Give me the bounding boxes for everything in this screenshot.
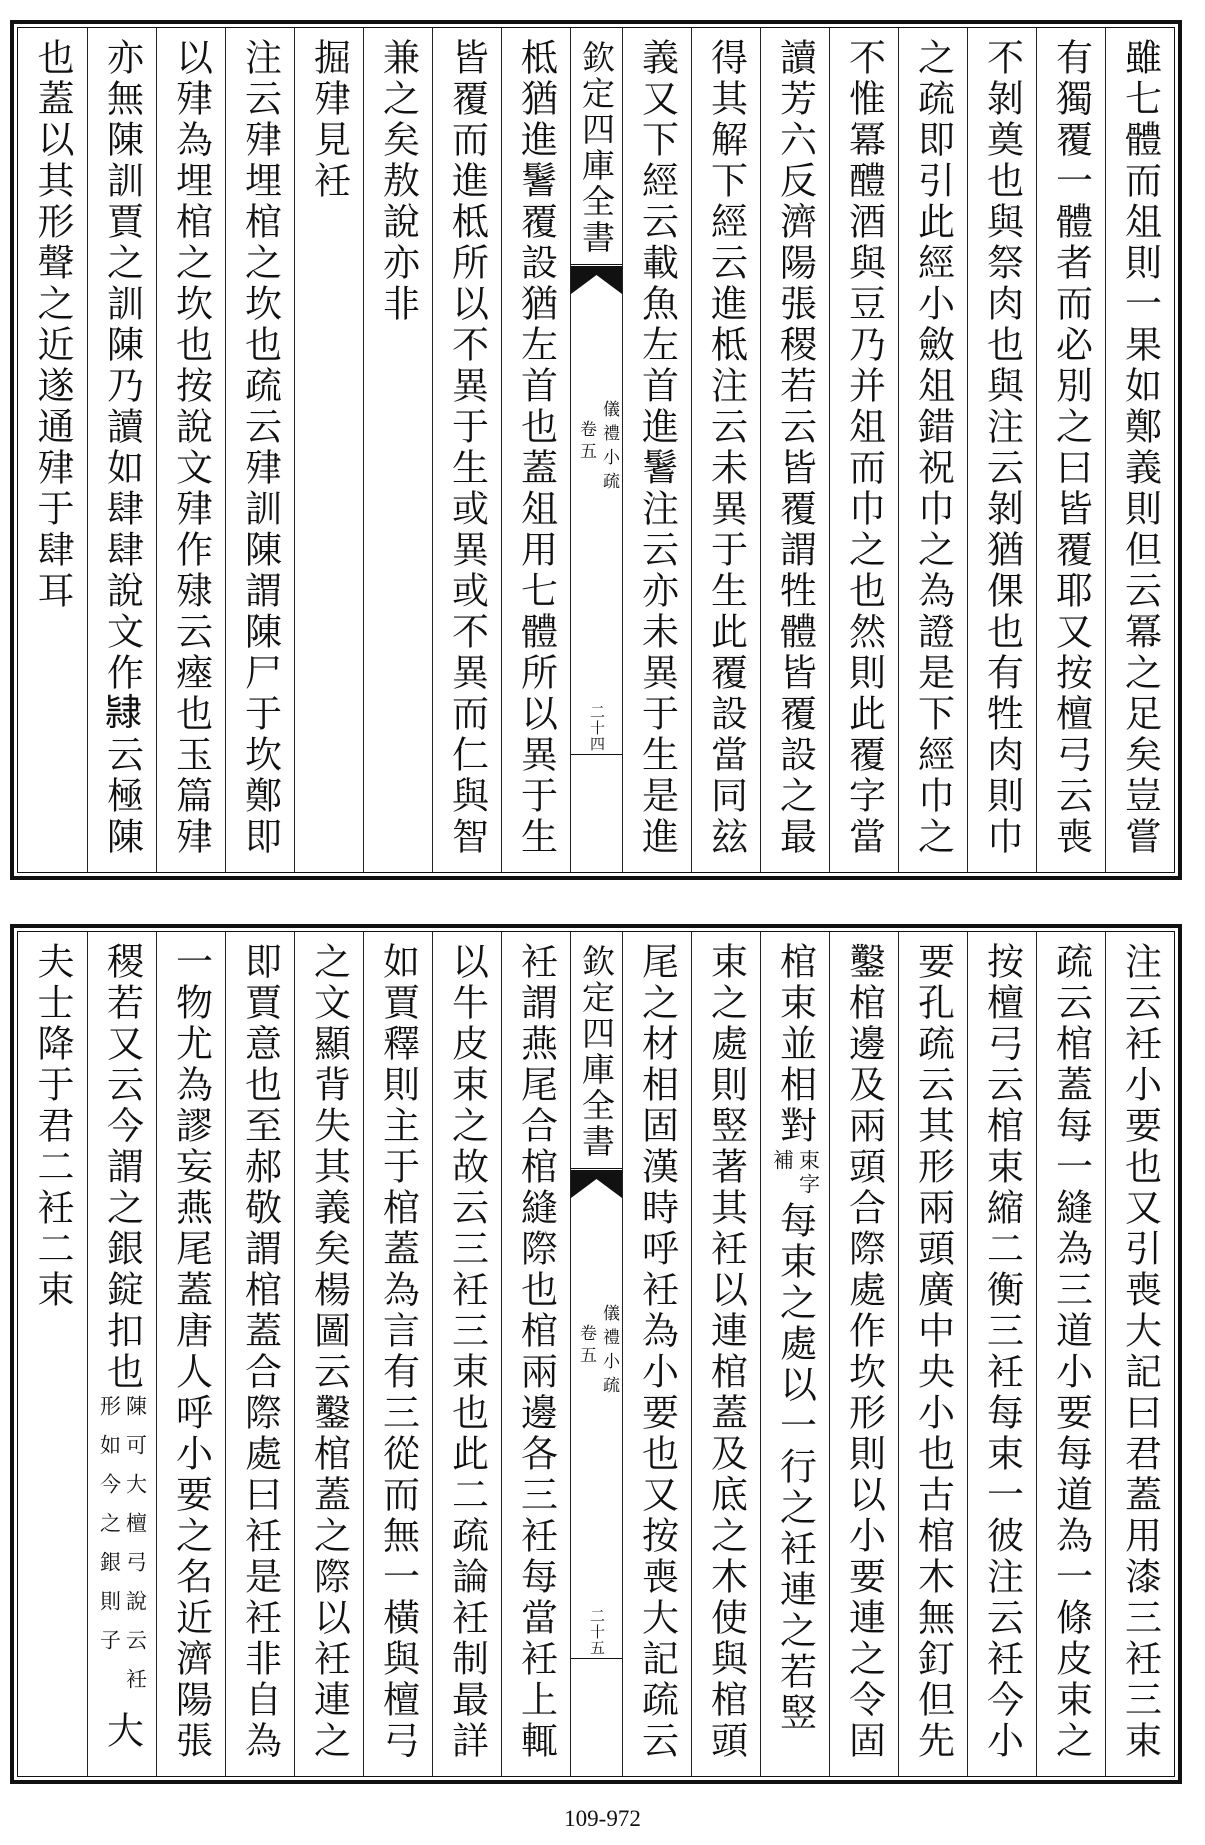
volume-label: 卷五 [576, 420, 596, 464]
column-text: 夫士降于君二衽二束 [31, 942, 74, 1311]
text-column [829, 932, 898, 1776]
text-column [622, 932, 691, 1776]
fishtail-icon [571, 266, 622, 296]
folio-number: 二十四 [588, 704, 606, 752]
divider [571, 1658, 622, 1659]
column-text: 注云肂埋棺之坎也疏云肂訓陳謂陳尸于坎鄭即 [238, 38, 282, 858]
column-text: 義又下經云載魚左首進鬐注云亦未異于生是進 [635, 38, 679, 858]
column-text: 尾之材相固漢時呼衽為小要也又按喪大記疏云 [635, 942, 679, 1762]
text-column [691, 932, 760, 1776]
column-text: 得其解下經云進柢注云未異于生此覆設當同玆 [704, 38, 748, 858]
text-column [760, 28, 829, 872]
text-column [18, 28, 87, 872]
text-column [967, 932, 1036, 1776]
center-fold-banxin [570, 28, 622, 872]
column-text: 之疏即引此經小斂俎錯祝巾之為證是下經巾之 [911, 38, 955, 858]
column-text: 衽謂燕尾合棺縫際也棺兩邊各三衽每當衽上輒 [514, 942, 558, 1762]
column-text: 如賈釋則主于棺蓋為言有三從而無一橫與檀弓 [376, 942, 420, 1762]
folio-number: 二十五 [588, 1608, 606, 1656]
text-column [87, 932, 156, 1776]
column-text: 棺束並相對 [773, 942, 817, 1147]
divider [571, 264, 622, 265]
interlinear-note [772, 1149, 819, 1197]
column-text: 即賈意也至郝敬謂棺蓋合際處曰衽是衽非自為 [238, 942, 282, 1762]
column-text: 之文顯背失其義矣楊圖云鑿棺蓋之際以衽連之 [307, 942, 351, 1762]
text-column [829, 28, 898, 872]
text-column [156, 28, 225, 872]
note-line-right: 束字 [796, 1149, 821, 1197]
note-line-right: 陳可大檀弓說云衽 [123, 1395, 148, 1707]
text-column [18, 932, 87, 1776]
text-column [622, 28, 691, 872]
column-text: 要孔疏云其形兩頭廣中央小也古棺木無釘但先 [911, 942, 955, 1762]
column-text: 也蓋以其形聲之近遂通肂于肆耳 [31, 38, 74, 612]
text-column [898, 28, 967, 872]
column-text: 以肂為埋棺之坎也按說文肂作殔云瘞也玉篇肂 [169, 38, 213, 858]
note-line-left: 補 [770, 1149, 795, 1173]
divider [571, 754, 622, 755]
column-text: 每束之處以一行之衽連之若竪 [773, 1201, 817, 1734]
collection-title: 欽定四庫全書 [577, 944, 616, 1160]
text-frame [17, 27, 1175, 873]
divider [571, 1168, 622, 1169]
column-text: 柢猶進鬐覆設猶左首也蓋俎用七體所以異于生 [514, 38, 558, 858]
top-half-leaf [10, 20, 1182, 880]
text-column [225, 28, 294, 872]
text-column [1105, 28, 1174, 872]
text-column [691, 28, 760, 872]
fishtail-icon [571, 1170, 622, 1200]
text-frame [17, 931, 1175, 1777]
text-column [432, 28, 501, 872]
center-fold-banxin [570, 932, 622, 1776]
note-line-left: 形如今之銀則子 [97, 1395, 122, 1668]
text-column [156, 932, 225, 1776]
text-column [294, 932, 363, 1776]
column-text: 按檀弓云棺束縮二衡三衽每束一彼注云衽今小 [980, 942, 1024, 1762]
collection-title: 欽定四庫全書 [577, 40, 616, 256]
text-column [1036, 932, 1105, 1776]
column-text: 不惟冪醴酒與豆乃并俎而巾之也然則此覆字當 [842, 38, 886, 858]
column-text: 雖七體而俎則一果如鄭義則但云冪之足矣豈嘗 [1118, 38, 1162, 858]
column-text: 有獨覆一體者而必別之曰皆覆耶又按檀弓云喪 [1049, 38, 1093, 858]
page-reference: 109-972 [564, 1806, 641, 1831]
column-text: 注云衽小要也又引喪大記曰君蓋用漆三衽三束 [1118, 942, 1162, 1762]
text-column [1105, 932, 1174, 1776]
column-text: 兼之矣敖說亦非 [376, 38, 420, 325]
book-title: 儀禮小疏 [599, 400, 619, 496]
text-column [501, 28, 570, 872]
column-text: 疏云棺蓋每一縫為三道小要每道為一條皮束之 [1049, 942, 1093, 1762]
section-heading: 掘肂見衽 [307, 38, 351, 202]
text-column [1036, 28, 1105, 872]
text-column [87, 28, 156, 872]
column-text: 束之處則竪著其衽以連棺蓋及底之木使與棺頭 [704, 942, 748, 1762]
book-title: 儀禮小疏 [599, 1304, 619, 1400]
text-column [294, 28, 363, 872]
text-column [363, 28, 432, 872]
column-text: 皆覆而進柢所以不異于生或異或不異而仁與智 [445, 38, 489, 858]
text-column [501, 932, 570, 1776]
column-text: 亦無陳訓賈之訓陳乃讀如肆肆說文作𨽻云極陳 [100, 38, 144, 858]
volume-label: 卷五 [576, 1324, 596, 1368]
column-text: 鑿棺邊及兩頭合際處作坎形則以小要連之令固 [842, 942, 886, 1762]
column-text: 以牛皮束之故云三衽三束也此二疏論衽制最詳 [445, 942, 489, 1762]
column-text: 讀芳六反濟陽張稷若云皆覆謂牲體皆覆設之最 [773, 38, 817, 858]
column-text: 大 [100, 1711, 144, 1752]
text-column [432, 932, 501, 1776]
text-column [225, 932, 294, 1776]
text-column [760, 932, 829, 1776]
text-column [967, 28, 1036, 872]
interlinear-note [99, 1395, 146, 1707]
column-text: 一物尤為謬妄燕尾蓋唐人呼小要之名近濟陽張 [169, 942, 213, 1762]
column-text: 稷若又云今謂之銀錠扣也 [100, 942, 144, 1393]
text-column [363, 932, 432, 1776]
text-column [898, 932, 967, 1776]
column-text: 不剝奠也與祭肉也與注云剝猶倮也有牲肉則巾 [980, 38, 1024, 858]
bottom-half-leaf [10, 924, 1182, 1784]
